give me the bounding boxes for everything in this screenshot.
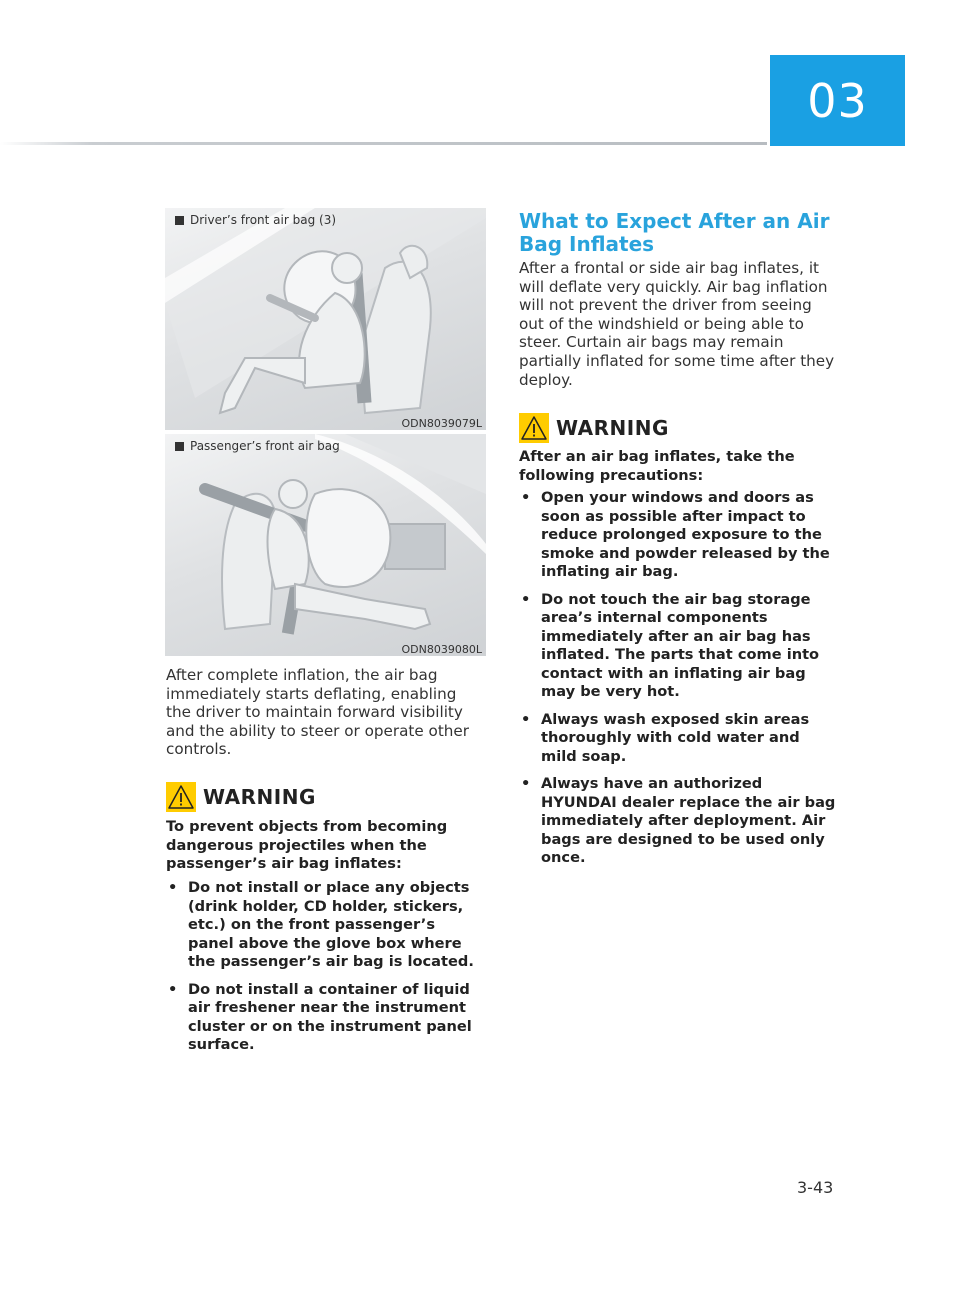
chapter-tab	[770, 55, 905, 146]
list-item: • Always wash exposed skin areas thoroughly with cold water and mild soap.	[521, 710, 810, 765]
right-paragraph: After a frontal or side air bag inflates, it will deflate very quickly. Air bag inflation will not prevent the driver from seeing out of the windshield or being able to steer. Curtain air bags may remain partially inflated for some time after they deploy.	[519, 259, 835, 389]
list-item: • Do not install or place any objects (drink holder, CD holder, stickers, etc.) on the front passenger’s panel above the glove box where the passenger’s air bag is located.	[168, 879, 474, 970]
left-warning-list	[166, 879, 474, 1064]
left-warning-intro: To prevent objects from becoming dangerous projectiles when the passenger’s air bag inflates:	[166, 818, 448, 872]
bullet-icon: •	[168, 879, 178, 896]
list-item: • Always have an authorized HYUNDAI dealer replace the air bag immediately after deployment. Air bags are designed to be used only once.	[521, 775, 836, 866]
caption-square-icon	[175, 442, 184, 451]
caption-square-icon	[175, 216, 184, 225]
warning-icon	[519, 413, 549, 443]
list-item: • Do not install a container of liquid air freshener near the instrument cluster or on the instrument panel surface.	[168, 980, 472, 1053]
figure-caption: Driver’s front air bag (3)	[175, 213, 336, 227]
driver-airbag-illustration	[165, 208, 486, 430]
right-warning-heading: WARNING	[519, 413, 669, 443]
left-warning-heading: WARNING	[166, 782, 316, 812]
bullet-icon: •	[168, 980, 178, 998]
warning-icon	[166, 782, 196, 812]
bullet-icon: •	[521, 775, 531, 792]
figure-caption: Passenger’s front air bag	[175, 439, 340, 453]
list-item: • Open your windows and doors as soon as possible after impact to reduce prolonged exposure to the smoke and powder released by the inflating air bag.	[521, 489, 830, 580]
header-rule	[0, 142, 767, 145]
right-warning-list	[519, 489, 837, 877]
bullet-icon: •	[521, 710, 531, 728]
figure-code: ODN8039079L	[401, 417, 482, 430]
list-item: • Do not touch the air bag storage area’s internal components immediately after an air bag has inflated. The parts that come into contact with an inflating air bag may be very hot.	[521, 590, 820, 700]
figure-driver-airbag	[165, 208, 486, 430]
bullet-icon: •	[521, 489, 531, 506]
bullet-icon: •	[521, 590, 531, 608]
left-paragraph: After complete inflation, the air bag immediately starts deflating, enabling the driver to maintain forward visibility and the ability to steer or operate other controls.	[166, 666, 470, 759]
section-title: What to Expect After an Air Bag Inflates	[519, 209, 830, 256]
figure-code: ODN8039080L	[401, 643, 482, 656]
passenger-airbag-illustration	[165, 434, 486, 656]
chapter-number: 03	[807, 73, 868, 128]
figure-passenger-airbag	[165, 434, 486, 656]
right-warning-intro: After an air bag inflates, take the following precautions:	[519, 448, 795, 484]
page-number: 3-43	[797, 1178, 834, 1197]
